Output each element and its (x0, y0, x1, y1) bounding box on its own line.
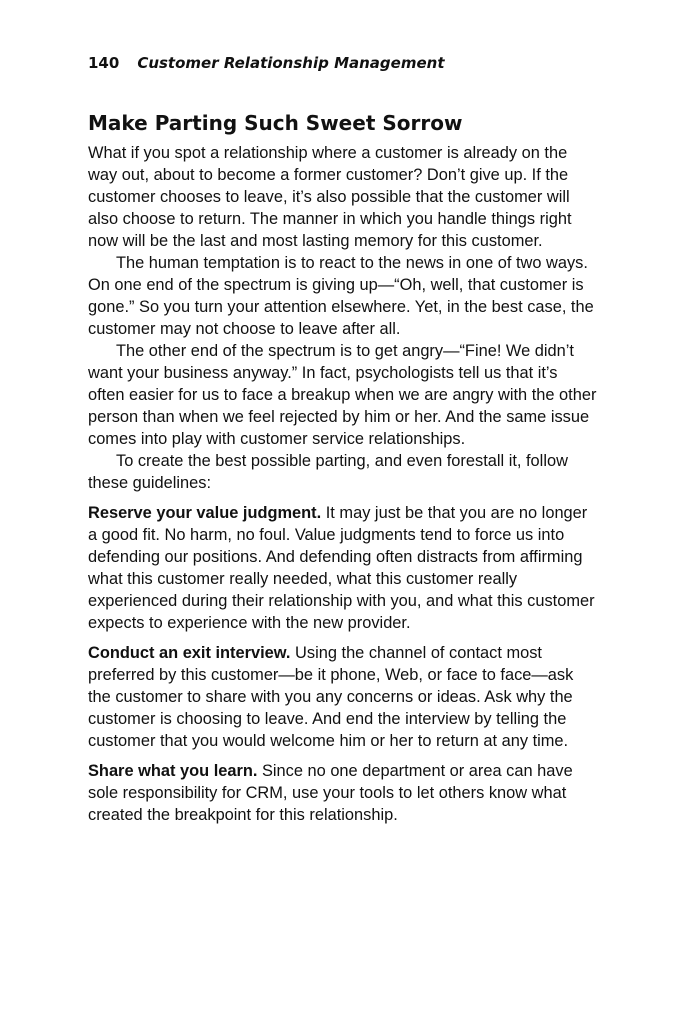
guideline-lead: Conduct an exit interview. (88, 644, 291, 662)
intro-paragraph: What if you spot a relationship where a customer is already on the way out, about to become a former customer? Don’t give up. If the customer chooses to leave, it’s also possible that the customer will also choose to return. The manner in which you handle things right now will be the last and most lasting memory for this customer. (88, 144, 572, 250)
body-paragraph: The human temptation is to react to the news in one of two ways. On one end of the spectrum is giving up—“Oh, well, that customer is gone.” So you turn your attention elsewhere. Yet, in the best case, the customer may not choose to leave after all. (88, 254, 594, 338)
book-title: Customer Relationship Management (137, 54, 445, 72)
guideline-text: Since no one department or area can have sole responsibility for CRM, use your tools to let others know what created the breakpoint for this relationship. (88, 762, 573, 824)
guideline-lead: Reserve your value judgment. (88, 504, 322, 522)
guideline-lead: Share what you learn. (88, 762, 258, 780)
book-page (88, 52, 598, 826)
body-paragraph: The other end of the spectrum is to get angry—“Fine! We didn’t want your business anyway.” In fact, psychologists tell us that it’s often easier for us to face a breakup when we are angry with the other person than when we feel rejected by him or her. And the same issue comes into play with customer service relationships. (88, 342, 597, 448)
guideline-text: It may just be that you are no longer a good fit. No harm, no foul. Value judgments tend to force us into defending our positions. And defending often distracts from affirming what this customer really needed, what this customer really experienced during their relationship with you, and what this customer expects to experience with the new provider. (88, 504, 595, 632)
body-paragraph: To create the best possible parting, and even forestall it, follow these guidelines: (88, 452, 568, 492)
guideline-text: Using the channel of contact most preferred by this customer—be it phone, Web, or face to face—ask the customer to share with you any concerns or ideas. Ask why the customer is choosing to leave. And end the interview by telling the customer that you would welcome him or her to return at any time. (88, 644, 574, 750)
running-head (88, 52, 598, 74)
guideline-paragraph (88, 502, 598, 634)
section-heading: Make Parting Such Sweet Sorrow (88, 111, 463, 135)
guideline-paragraph (88, 760, 598, 826)
guideline-paragraph (88, 642, 598, 752)
page-number: 140 (88, 54, 120, 72)
